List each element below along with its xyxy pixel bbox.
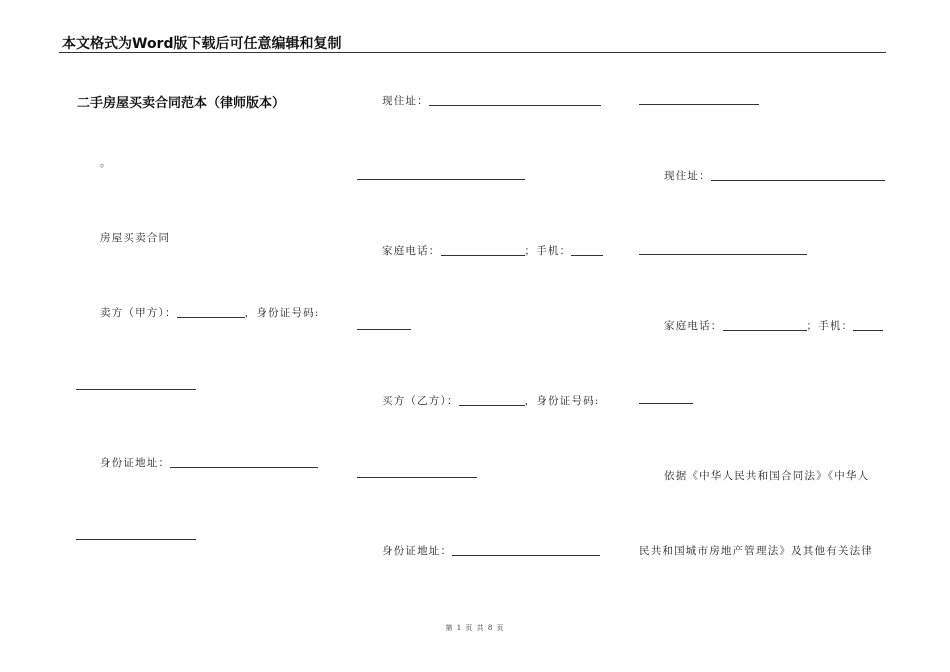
buyer-id-address-blank — [452, 544, 600, 556]
seller-current-address-label: 现住址： — [382, 95, 429, 107]
buyer-id-address-line — [382, 543, 600, 558]
seller-id-address-line — [100, 455, 318, 470]
seller-line — [100, 305, 320, 320]
seller-phone-line — [382, 243, 603, 258]
seller-id-address-blank-2 — [76, 539, 196, 540]
seller-home-phone-label: 家庭电话： — [382, 245, 441, 257]
seller-current-address-blank-3 — [639, 104, 759, 105]
download-banner: 本文格式为Word版下载后可任意编辑和复制 — [62, 36, 342, 52]
buyer-current-address-line — [664, 168, 885, 183]
seller-id-blank — [76, 389, 196, 390]
seller-id-label: ，身份证号码: — [244, 307, 320, 319]
seller-current-address-blank-2 — [357, 179, 525, 180]
buyer-id-blank — [357, 477, 477, 478]
legal-basis-line-2: 民共和国城市房地产管理法》及其他有关法律 — [639, 545, 873, 557]
seller-mobile-blank-2 — [357, 329, 411, 330]
buyer-current-address-blank-2 — [639, 254, 807, 255]
buyer-label: 买方（乙方）： — [382, 395, 459, 407]
seller-id-address-blank — [170, 456, 318, 468]
buyer-home-phone-blank — [723, 319, 807, 331]
seller-mobile-blank — [571, 244, 603, 256]
buyer-mobile-label: ；手机： — [806, 320, 854, 332]
banner-divider — [59, 52, 886, 53]
seller-home-phone-blank — [441, 244, 525, 256]
buyer-current-address-label: 现住址： — [664, 170, 711, 182]
buyer-id-label: ，身份证号码: — [524, 395, 600, 407]
buyer-name-blank — [459, 394, 525, 406]
seller-name-blank — [177, 306, 245, 318]
contract-heading: 房屋买卖合同 — [100, 232, 171, 244]
buyer-mobile-blank-2 — [639, 403, 693, 404]
buyer-id-address-label: 身份证地址： — [382, 545, 453, 557]
seller-current-address-blank — [429, 94, 601, 106]
buyer-current-address-blank — [711, 169, 885, 181]
buyer-home-phone-label: 家庭电话： — [664, 320, 723, 332]
buyer-mobile-blank — [853, 319, 883, 331]
seller-id-address-label: 身份证地址： — [100, 457, 171, 469]
seller-mobile-label: ；手机： — [524, 245, 572, 257]
document-title: 二手房屋买卖合同范本（律师版本） — [77, 96, 286, 111]
seller-current-address-line — [382, 93, 601, 108]
page-number: 第 1 页 共 8 页 — [445, 624, 505, 632]
legal-basis-line-1: 依据《中华人民共和国合同法》《中华人 — [664, 470, 870, 482]
seller-label: 卖方（甲方）： — [100, 307, 177, 319]
stray-mark: 。 — [100, 157, 112, 169]
buyer-line — [382, 393, 600, 408]
buyer-phone-line — [664, 318, 883, 333]
